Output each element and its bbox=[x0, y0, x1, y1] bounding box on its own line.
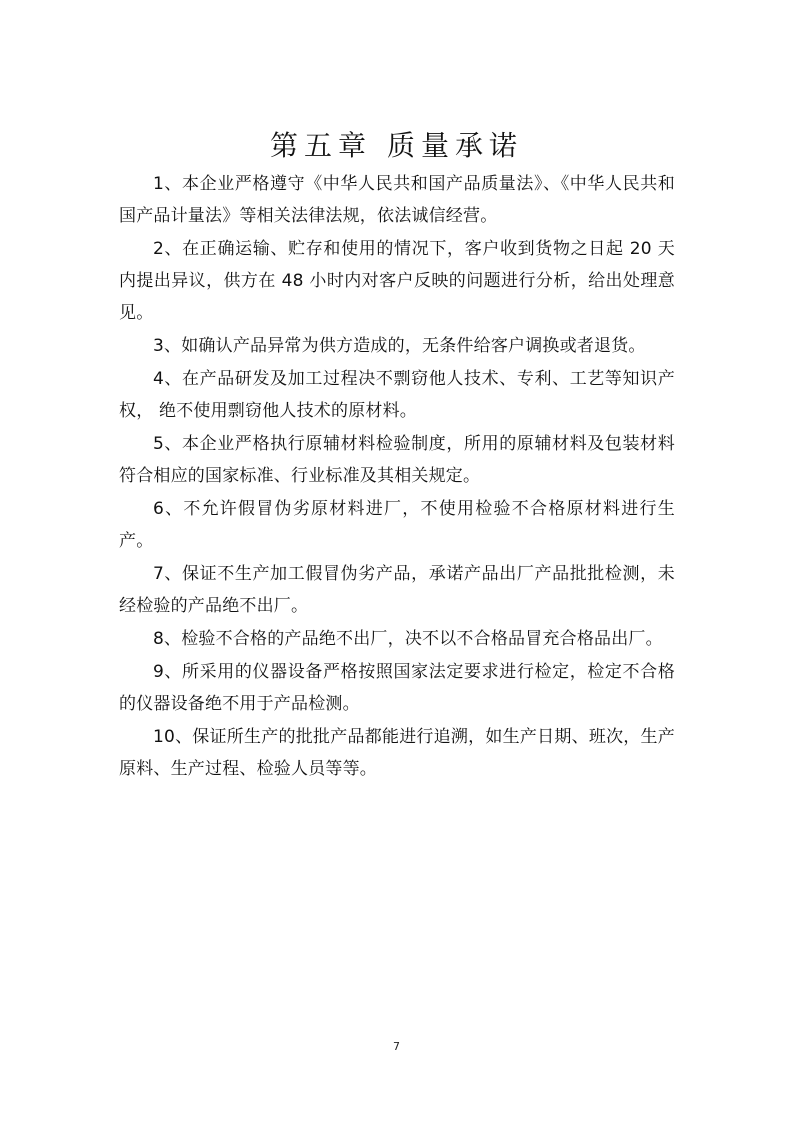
commitment-list bbox=[119, 168, 675, 785]
page-number: 7 bbox=[393, 1040, 400, 1053]
commitment-paragraph-8: 8、检验不合格的产品绝不出厂，决不以不合格品冒充合格品出厂。 bbox=[153, 629, 663, 649]
commitment-paragraph-5: 5、本企业严格执行原辅材料检验制度，所用的原辅材料及包装材料符合相应的国家标准、行业标准及其相关规定。 bbox=[119, 434, 675, 486]
commitment-paragraph-6: 6、不允许假冒伪劣原材料进厂，不使用检验不合格原材料进行生产。 bbox=[119, 499, 675, 551]
commitment-paragraph-4: 4、在产品研发及加工过程决不剽窃他人技术、专利、工艺等知识产权， 绝不使用剽窃他人技术的原材料。 bbox=[119, 369, 675, 421]
commitment-paragraph-10: 10、保证所生产的批批产品都能进行追溯，如生产日期、班次，生产原料、生产过程、检验人员等等。 bbox=[119, 727, 675, 779]
commitment-paragraph-7: 7、保证不生产加工假冒伪劣产品，承诺产品出厂产品批批检测，未经检验的产品绝不出厂。 bbox=[119, 564, 675, 616]
commitment-paragraph-2: 2、在正确运输、贮存和使用的情况下，客户收到货物之日起 20 天内提出异议，供方在 48 小时内对客户反映的问题进行分析，给出处理意见。 bbox=[119, 239, 675, 323]
chapter-title: 第五章 质量承诺 bbox=[270, 129, 523, 162]
commitment-paragraph-1: 1、本企业严格遵守《中华人民共和国产品质量法》、《中华人民共和国产品计量法》等相关法律法规，依法诚信经营。 bbox=[119, 174, 675, 226]
commitment-paragraph-9: 9、所采用的仪器设备严格按照国家法定要求进行检定，检定不合格的仪器设备绝不用于产品检测。 bbox=[119, 662, 675, 714]
commitment-paragraph-3: 3、如确认产品异常为供方造成的，无条件给客户调换或者退货。 bbox=[153, 336, 646, 356]
